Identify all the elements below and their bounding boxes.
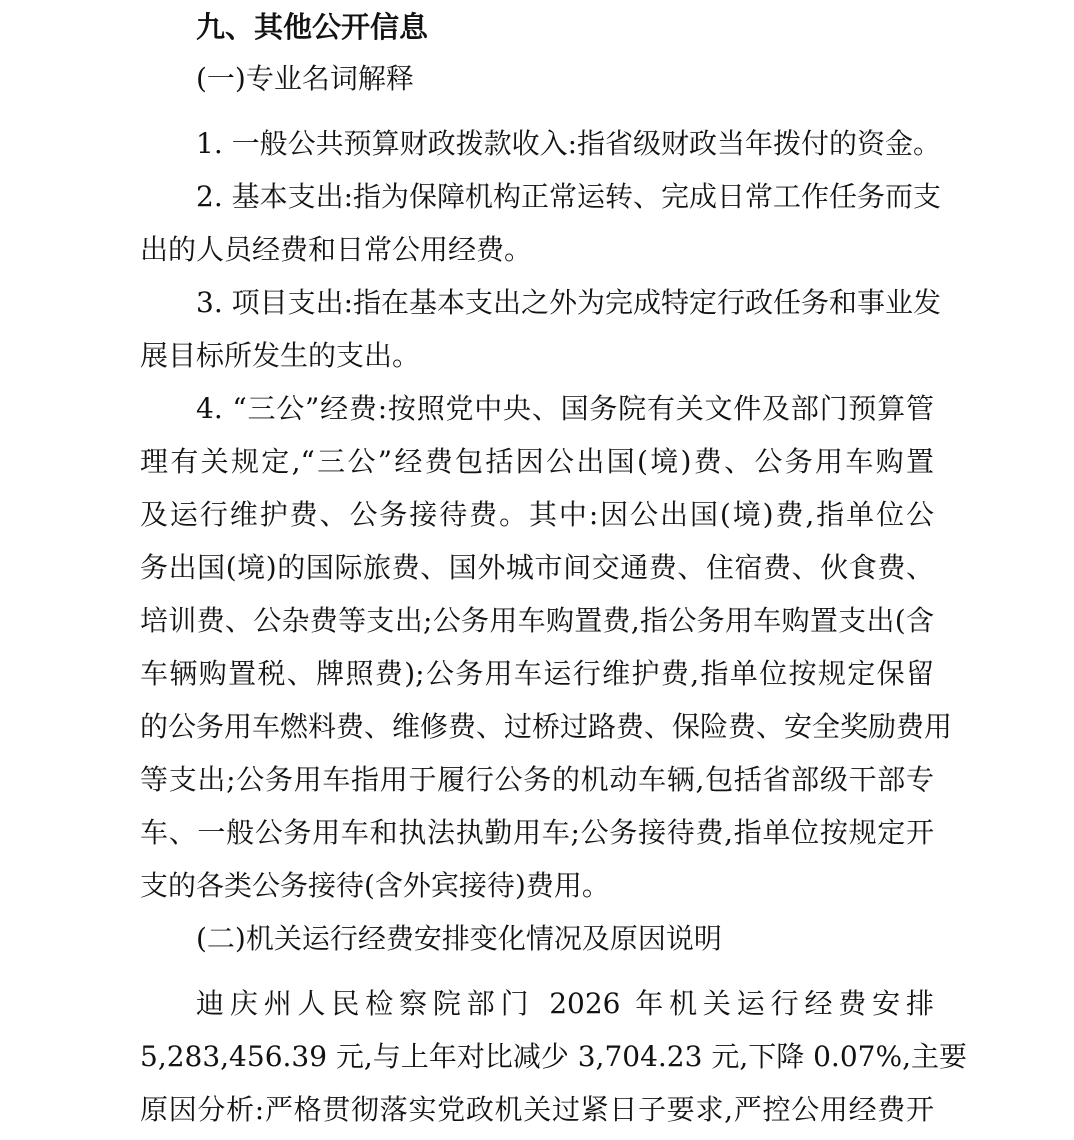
document-line: 及运行维护费、公务接待费。其中:因公出国(境)费,指单位公 (140, 498, 934, 531)
document-line: 车、一般公务用车和执法执勤用车;公务接待费,指单位按规定开 (140, 816, 934, 849)
document-line: 迪庆州人民检察院部门 2026 年机关运行经费安排 (196, 987, 934, 1020)
section-heading: 九、其他公开信息 (196, 10, 429, 44)
document-line: 培训费、公杂费等支出;公务用车购置费,指公务用车购置支出(含 (140, 604, 934, 637)
document-line: 等支出;公务用车指用于履行公务的机动车辆,包括省部级干部专 (140, 763, 934, 796)
document-line: 出的人员经费和日常公用经费。 (140, 233, 533, 266)
document-line: 务出国(境)的国际旅费、国外城市间交通费、住宿费、伙食费、 (140, 551, 934, 584)
document-line: 车辆购置税、牌照费);公务用车运行维护费,指单位按规定保留 (140, 657, 934, 690)
document-line: 原因分析:严格贯彻落实党政机关过紧日子要求,严控公用经费开 (140, 1093, 934, 1126)
subsection-heading-2: (二)机关运行经费安排变化情况及原因说明 (196, 922, 722, 955)
document-line: 支的各类公务接待(含外宾接待)费用。 (140, 869, 610, 902)
document-line: 的公务用车燃料费、维修费、过桥过路费、保险费、安全奖励费用 (140, 710, 953, 743)
document-line: 2. 基本支出:指为保障机构正常运转、完成日常工作任务而支 (196, 180, 942, 213)
document-line: 4. “三公”经费:按照党中央、国务院有关文件及部门预算管 (196, 392, 934, 425)
document-line: 3. 项目支出:指在基本支出之外为完成特定行政任务和事业发 (196, 286, 942, 319)
document-line: 理有关规定,“三公”经费包括因公出国(境)费、公务用车购置 (140, 445, 934, 478)
document-line: 5,283,456.39 元,与上年对比减少 3,704.23 元,下降 0.07%,主要 (140, 1040, 967, 1073)
document-line: 展目标所发生的支出。 (140, 339, 421, 372)
subsection-heading-1: (一)专业名词解释 (196, 62, 414, 95)
document-line: 1. 一般公共预算财政拨款收入:指省级财政当年拨付的资金。 (196, 127, 942, 160)
